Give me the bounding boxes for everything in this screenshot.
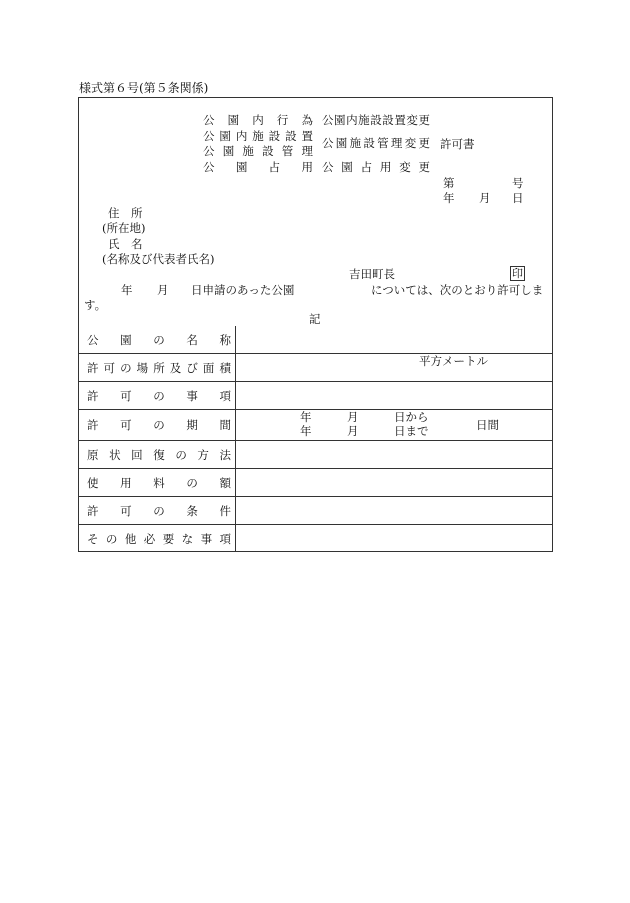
row-label-period: 許可の期間 [79,410,236,441]
table-row [79,382,552,410]
row-label-fee: 使用料の額 [79,469,236,497]
body-applied-park: 日申請のあった公園 [191,283,295,297]
row-label-matter: 許可の事項 [79,382,236,410]
title-type-1: 公 園 内 行 為 [203,113,313,127]
title-type-4: 公 園 占 用 [203,160,313,174]
date-day: 日 [512,191,524,205]
permit-details-table [79,326,552,552]
title-type-2: 公園内施設設置 [203,129,313,143]
applicant-address-label: 住 所 [108,206,143,220]
period-from-month: 月 [347,410,359,424]
area-unit: 平方メートル [419,354,488,368]
period-to-year: 年 [300,424,312,438]
fee-field[interactable] [236,469,553,497]
period-from-day: 日から [394,410,429,424]
table-row [79,525,552,553]
other-field[interactable] [236,525,553,553]
period-to-day: 日まで [394,424,429,438]
applicant-name-label: 氏 名 [108,237,143,251]
period-days: 日間 [476,418,499,432]
table-row [79,469,552,497]
table-row [79,326,552,354]
number-go: 号 [512,176,524,190]
body-line2: す。 [84,298,107,312]
table-row [79,354,552,382]
row-label-place-area: 許可の場所及び面積 [79,354,236,382]
applicant-location-label: (所在地) [102,221,146,235]
form-number-label: 様式第６号(第５条関係) [79,81,209,95]
conditions-field[interactable] [236,497,553,525]
period-field[interactable] [236,410,553,441]
body-year: 年 [121,283,133,297]
body-month: 月 [157,283,169,297]
table-row [79,410,552,441]
seal-mark: 印 [512,267,523,280]
permit-form-frame [78,97,553,552]
row-label-park-name: 公園の名称 [79,326,236,354]
place-area-field[interactable] [236,354,553,382]
row-label-other: その他必要な事項 [79,525,236,553]
title-change-2: 公園施設管理変更 [322,136,430,150]
park-name-field[interactable] [236,326,553,354]
title-change-3: 公園占用変更 [322,160,430,174]
row-label-restore: 原状回復の方法 [79,441,236,469]
table-row [79,497,552,525]
issuer-title: 吉田町長 [349,267,395,281]
title-change-1: 公園内施設設置変更 [322,113,430,127]
title-suffix: 許可書 [440,137,475,151]
title-type-3: 公園施設管理 [203,144,313,158]
row-label-conditions: 許可の条件 [79,497,236,525]
period-to-month: 月 [347,424,359,438]
table-row [79,441,552,469]
date-year: 年 [443,191,455,205]
period-from-year: 年 [300,410,312,424]
restore-field[interactable] [236,441,553,469]
date-month: 月 [479,191,491,205]
number-dai: 第 [443,176,455,190]
form-header [79,98,552,325]
ki-heading: 記 [309,312,321,326]
applicant-rep-name-label: (名称及び代表者氏名) [102,252,215,266]
body-permit-statement: については、次のとおり許可しま [371,283,544,297]
matter-field[interactable] [236,382,553,410]
